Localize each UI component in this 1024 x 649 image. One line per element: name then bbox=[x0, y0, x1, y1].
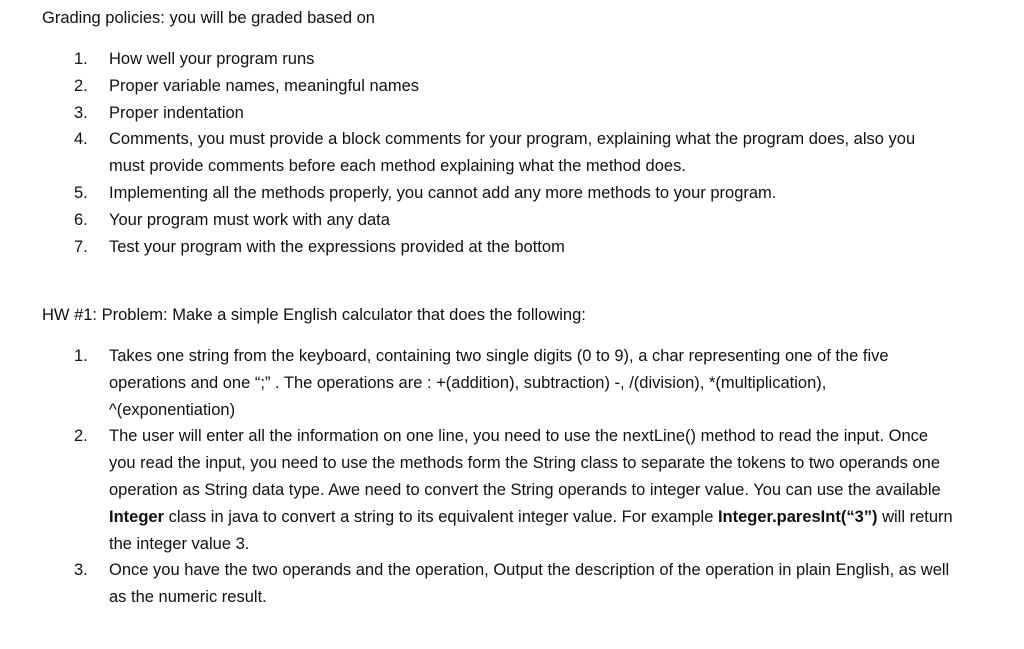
bold-integer-class: Integer bbox=[109, 507, 165, 526]
list-item-text: will return the integer value 3. bbox=[109, 507, 953, 553]
grading-policies-heading: Grading policies: you will be graded based on bbox=[42, 9, 375, 27]
list-item bbox=[74, 423, 954, 557]
list-item bbox=[74, 126, 954, 180]
list-item-text: Test your program with the expressions provided at the bottom bbox=[109, 237, 565, 256]
list-item-text: Comments, you must provide a block comments for your program, explaining what the program does, also you must provide comments before each method explaining what the method does. bbox=[109, 130, 916, 176]
list-item-text: Implementing all the methods properly, you cannot add any more methods to your program. bbox=[109, 183, 777, 202]
list-number: 1. bbox=[74, 50, 88, 68]
list-item-text: Takes one string from the keyboard, containing two single digits (0 to 9), a char representing one of the five operations and one “;” . The operations are : +(addition), subtraction) -, /(division), *(multiplication), ^(exponentiation) bbox=[109, 347, 889, 419]
hw-problem-heading: HW #1: Problem: Make a simple English calculator that does the following: bbox=[42, 306, 586, 324]
list-number: 7. bbox=[74, 237, 88, 256]
list-item-text: class in java to convert a string to its equivalent integer value. For example bbox=[164, 507, 718, 526]
list-item bbox=[74, 180, 954, 207]
list-item-text: Once you have the two operands and the operation, Output the description of the operation in plain English, as well as the numeric result. bbox=[109, 561, 950, 607]
list-number: 1. bbox=[74, 347, 88, 365]
list-item bbox=[74, 557, 954, 611]
grading-policies-list bbox=[74, 46, 954, 260]
list-item bbox=[74, 207, 954, 234]
list-item-text: Proper indentation bbox=[109, 103, 244, 122]
list-item bbox=[74, 46, 954, 73]
list-number: 2. bbox=[74, 76, 88, 95]
list-item-text: Proper variable names, meaningful names bbox=[109, 76, 419, 95]
hw-problem-list bbox=[74, 343, 954, 611]
list-item-text: The user will enter all the information on one line, you need to use the nextLine() method to read the input. Once you read the input, you need to use the methods form the String class to separate the tokens to two operands one operation as String data type. Awe need to convert the String operands to integer value. You can use the available bbox=[109, 427, 941, 499]
list-number: 3. bbox=[74, 103, 88, 122]
list-number: 3. bbox=[74, 561, 88, 580]
list-number: 6. bbox=[74, 210, 88, 229]
list-item bbox=[74, 73, 954, 100]
list-item bbox=[74, 343, 954, 423]
bold-parseint-example: Integer.paresInt(“3”) bbox=[717, 507, 878, 526]
list-number: 4. bbox=[74, 130, 88, 149]
list-item-text: Your program must work with any data bbox=[109, 210, 390, 229]
list-item bbox=[74, 100, 954, 127]
list-number: 5. bbox=[74, 183, 88, 202]
list-number: 2. bbox=[74, 427, 88, 446]
list-item-text: How well your program runs bbox=[109, 50, 315, 68]
list-item bbox=[74, 234, 954, 261]
